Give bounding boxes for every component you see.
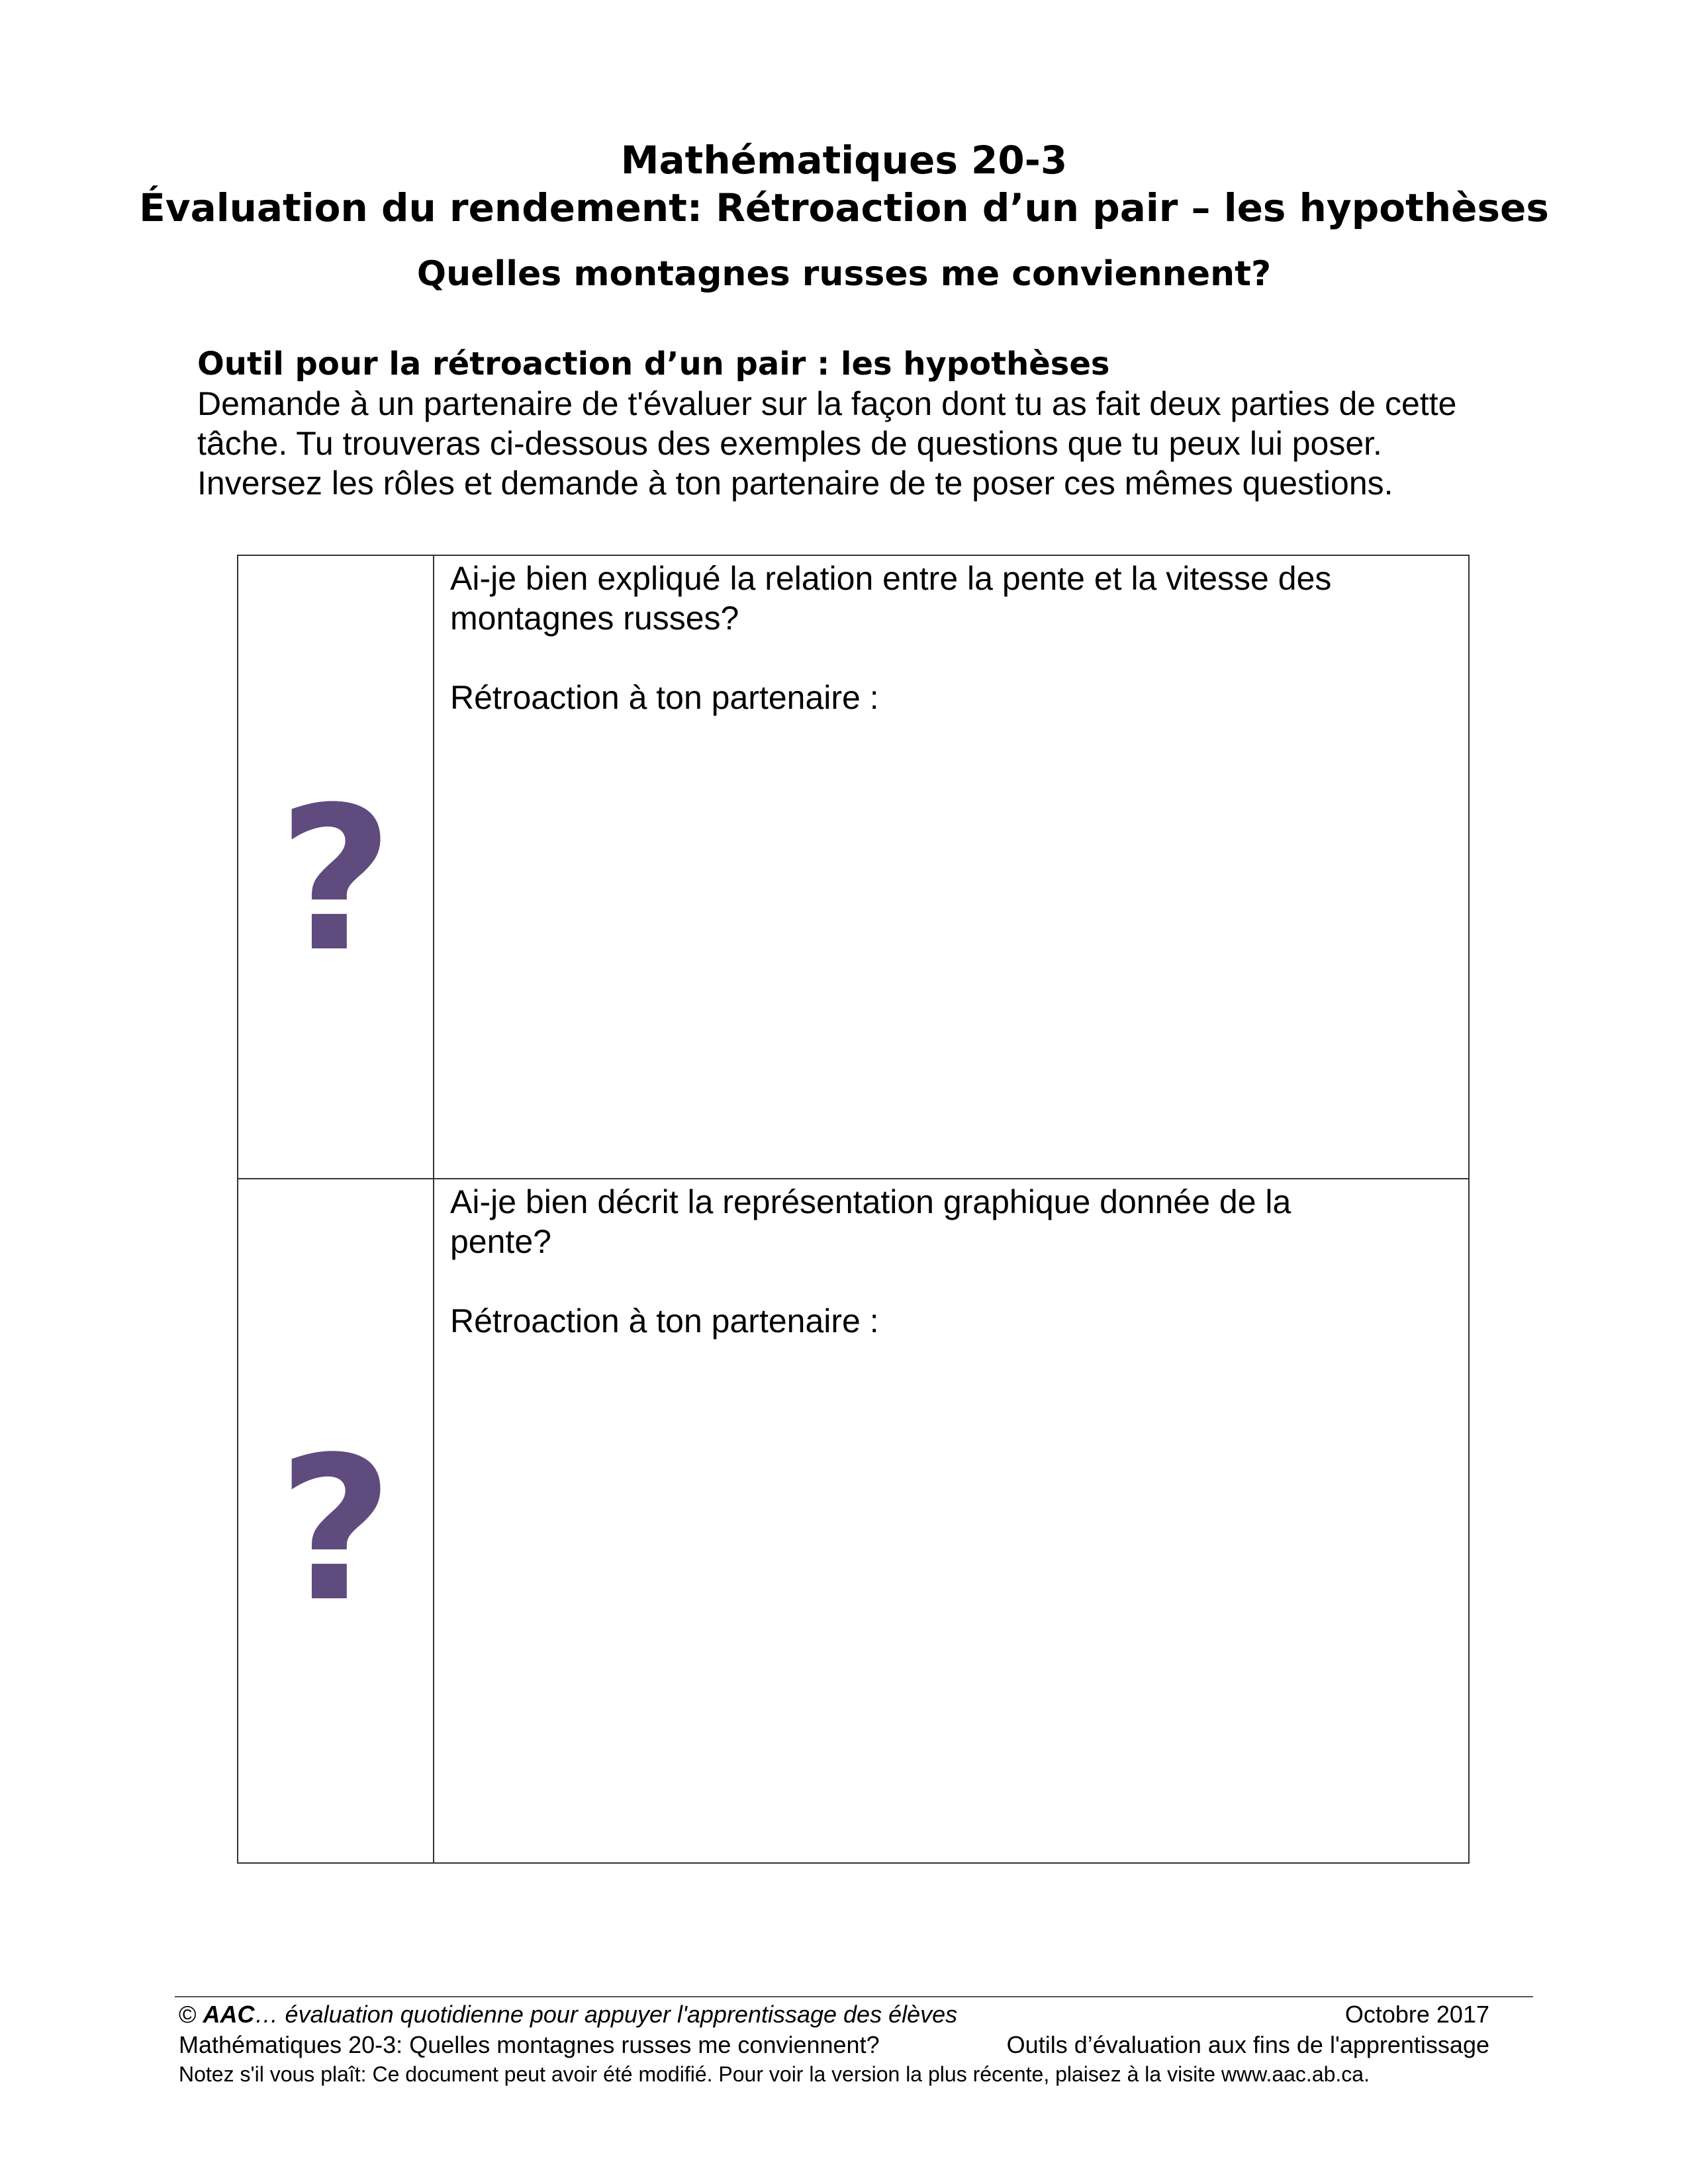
copyright-symbol: © [179, 2001, 197, 2028]
feedback-label: Rétroaction à ton partenaire : [450, 679, 879, 716]
table-row [238, 1179, 1468, 1862]
footer-org [179, 2000, 957, 2029]
course-title: Mathématiques 20-3 [620, 138, 1068, 183]
feedback-label: Rétroaction à ton partenaire : [450, 1302, 879, 1340]
task-title: Quelles montagnes russes me conviennent? [416, 254, 1272, 294]
feedback-table [237, 555, 1470, 1864]
footer-divider [175, 1996, 1533, 1997]
footer-date: Octobre 2017 [1344, 2001, 1489, 2028]
question-mark-icon: ? [277, 764, 394, 995]
question-mark-icon: ? [277, 1414, 394, 1645]
intro-instructions: Demande à un partenaire de t'évaluer sur la façon dont tu as fait deux parties de cette tâche. Tu trouveras ci-dessous des exemples de questions que tu peux lui poser. Inversez les rôles et demande à ton partenaire de te poser ces mêmes questions. [197, 385, 1457, 502]
intro-heading: Outil pour la rétroaction d’un pair : les hypothèses [197, 345, 1110, 383]
footer-notice: Notez s'il vous plaît: Ce document peut avoir été modifié. Pour voir la version la plus récente, plaisez à la visite www.aac.ab.ca. [179, 2062, 1370, 2086]
icon-cell [238, 556, 434, 1178]
feedback-cell[interactable] [434, 1179, 1468, 1862]
org-tagline: … évaluation quotidienne pour appuyer l'apprentissage des élèves [254, 2001, 958, 2028]
footer-doc-category: Outils d’évaluation aux fins de l'apprentissage [1006, 2031, 1489, 2058]
table-row [238, 556, 1468, 1179]
icon-cell [238, 1179, 434, 1862]
intro-section [197, 344, 1508, 503]
org-name: AAC [203, 2001, 255, 2028]
peer-question: Ai-je bien expliqué la relation entre la pente et la vitesse des montagnes russes? [450, 560, 1332, 637]
feedback-cell[interactable] [434, 556, 1468, 1178]
footer-doc-title: Mathématiques 20-3: Quelles montagnes russes me conviennent? [179, 2031, 880, 2058]
assessment-title: Évaluation du rendement: Rétroaction d’un pair – les hypothèses [139, 185, 1549, 230]
peer-question: Ai-je bien décrit la représentation graphique donnée de la pente? [450, 1183, 1291, 1260]
